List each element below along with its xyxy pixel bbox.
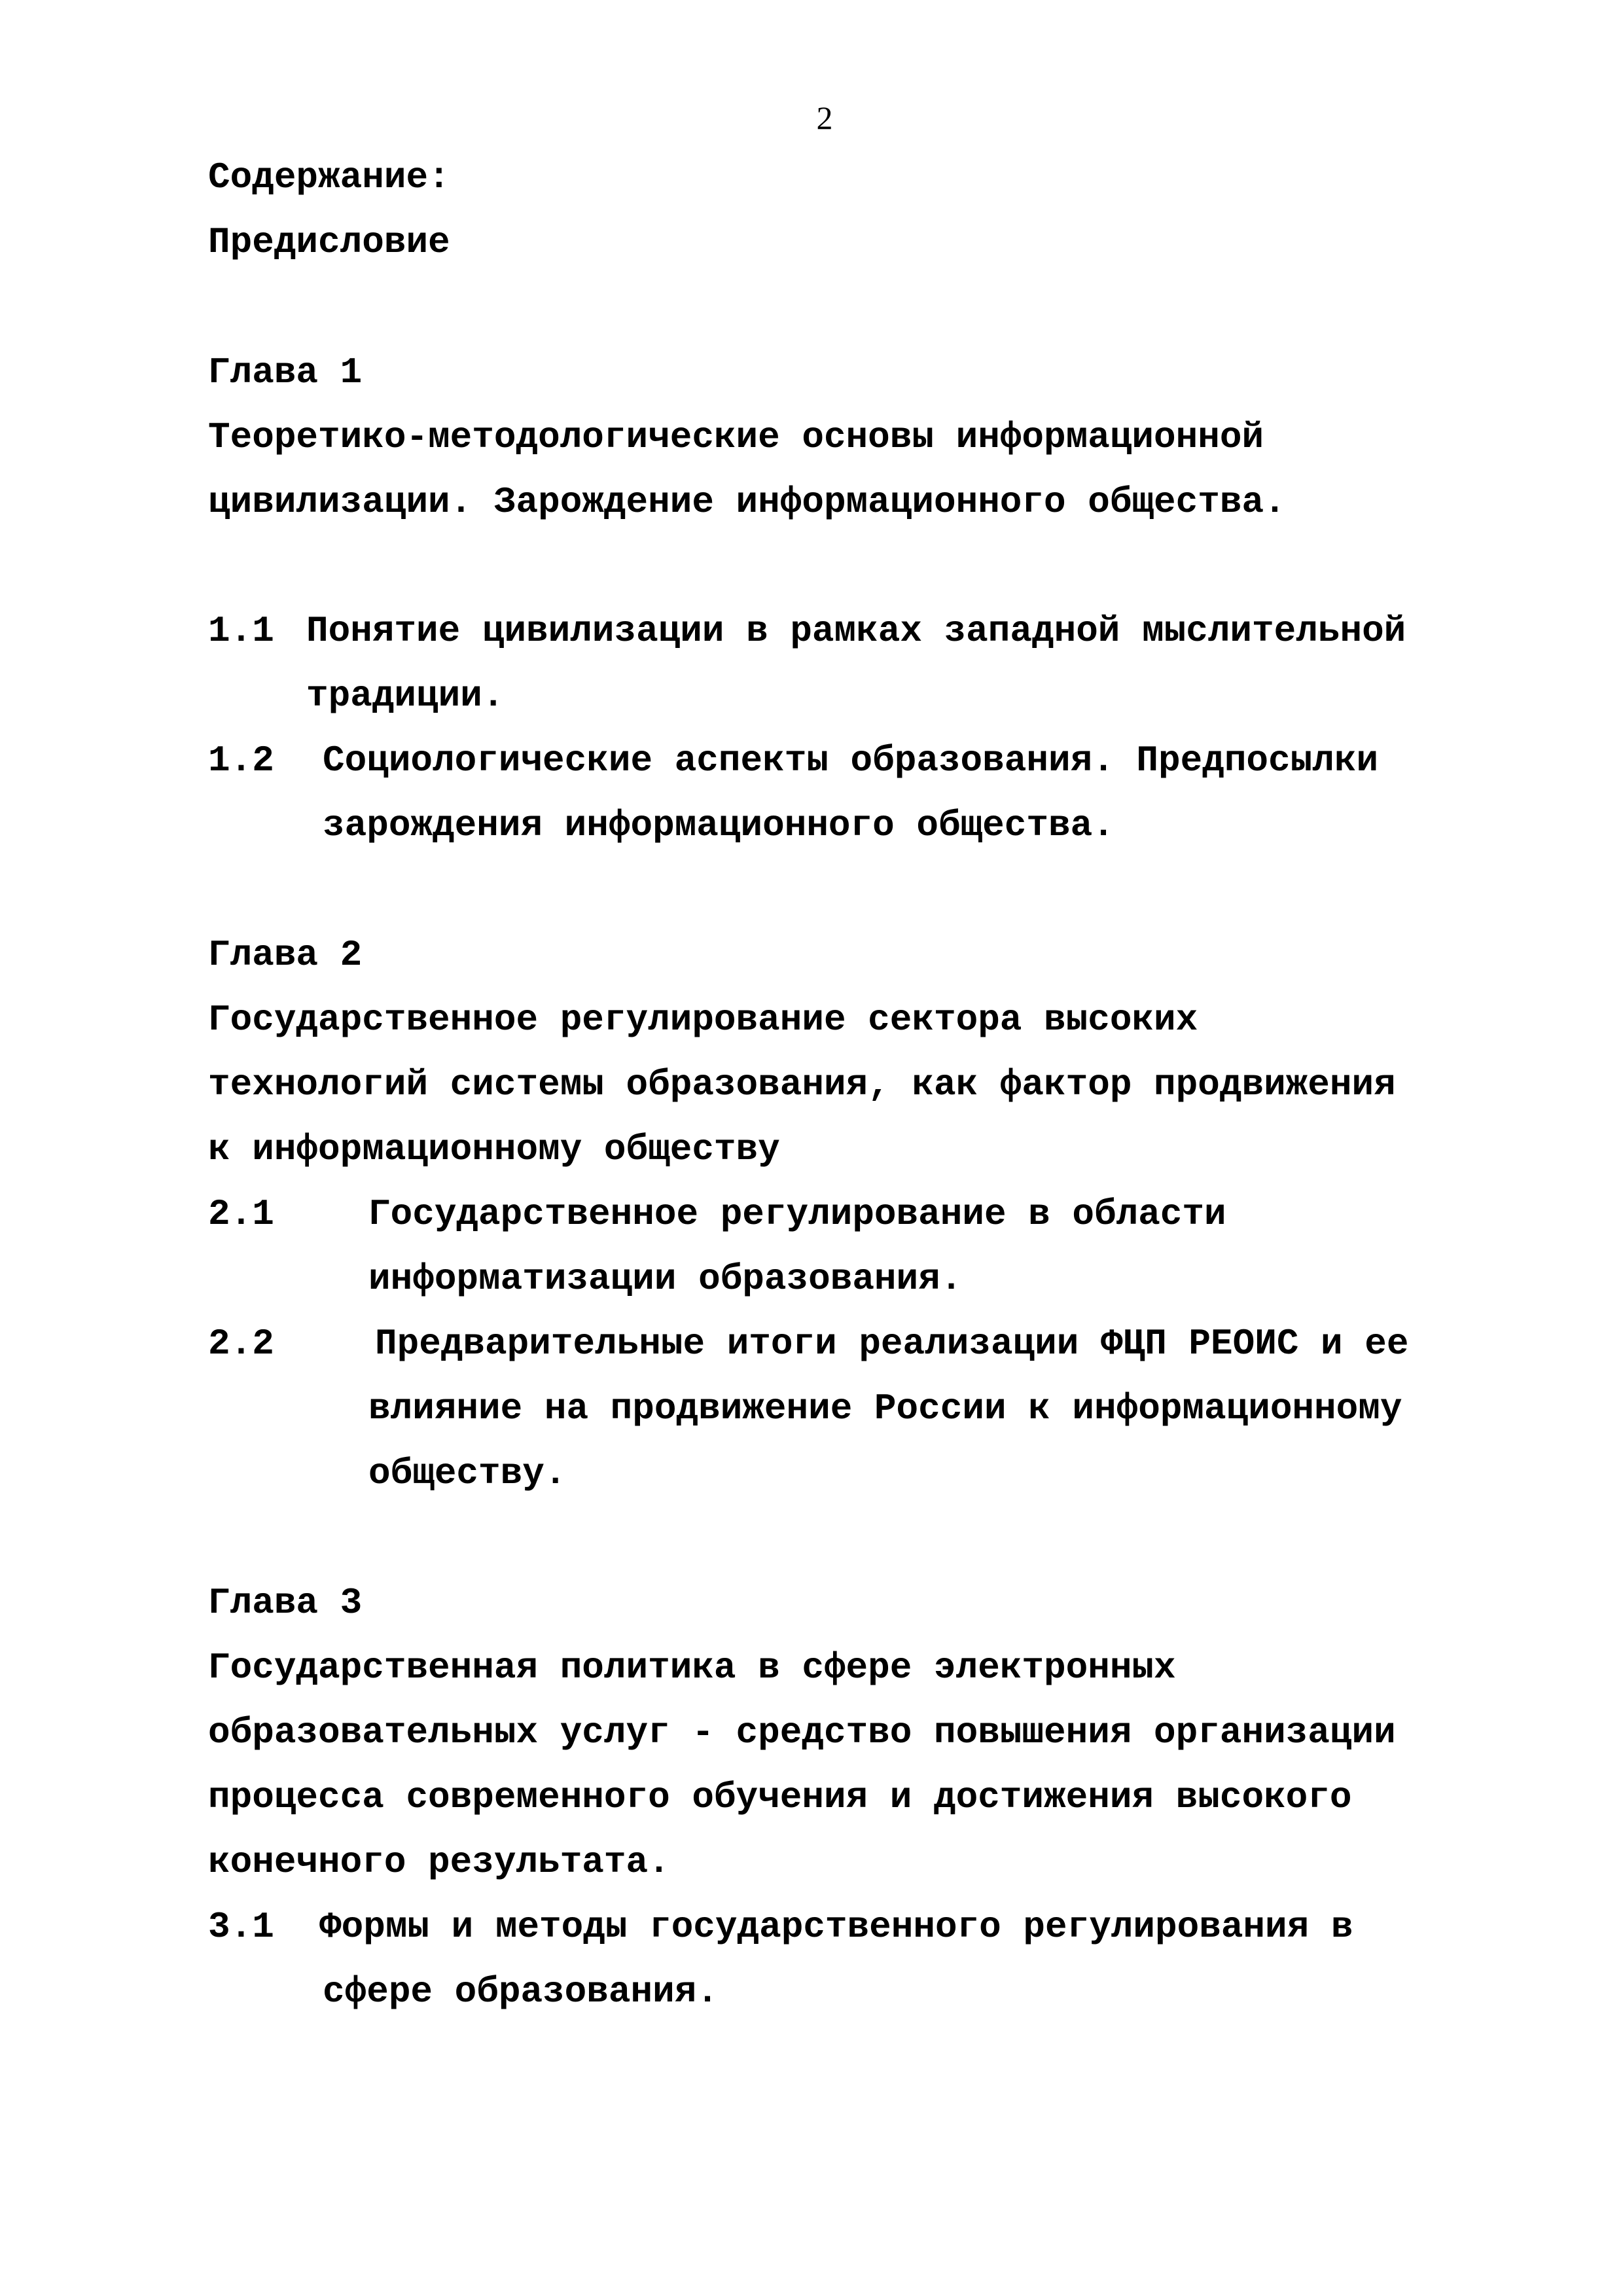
chapter-3-title-line-1: Государственная политика в сфере электронных bbox=[208, 1647, 1176, 1689]
section-2-1-line-1: Государственное регулирование в области bbox=[368, 1193, 1226, 1235]
section-1-1-line-1: Понятие цивилизации в рамках западной мыслительной bbox=[306, 610, 1406, 652]
section-1-2-line-1: Социологические аспекты образования. Предпосылки bbox=[323, 740, 1379, 781]
section-number: 1.1 bbox=[208, 610, 274, 652]
section-number: 3.1 bbox=[208, 1906, 274, 1948]
section-1-1-line-2: традиции. bbox=[306, 675, 505, 717]
section-2-2-line-1: Предварительные итоги реализации ФЦП РЕОИС и ее bbox=[375, 1323, 1409, 1365]
chapter-1-label: Глава 1 bbox=[208, 351, 363, 393]
chapter-1-title-line-2: цивилизации. Зарождение информационного общества. bbox=[208, 481, 1286, 523]
preface-entry: Предисловие bbox=[208, 221, 450, 263]
section-2-2-line-2: влияние на продвижение России к информационному bbox=[368, 1388, 1402, 1429]
section-1-2-line-2: зарождения информационного общества. bbox=[323, 804, 1115, 846]
page-number: 2 bbox=[816, 99, 833, 136]
section-number: 2.1 bbox=[208, 1193, 274, 1235]
chapter-3-label: Глава 3 bbox=[208, 1582, 363, 1624]
chapter-3-title-line-4: конечного результата. bbox=[208, 1841, 670, 1883]
section-3-1-line-2: сфере образования. bbox=[323, 1971, 719, 2013]
section-2-2-line-3: обществу. bbox=[368, 1452, 567, 1494]
section-number: 1.2 bbox=[208, 740, 274, 781]
chapter-2-title-line-1: Государственное регулирование сектора высоких bbox=[208, 999, 1198, 1041]
chapter-3-title-line-2: образовательных услуг - средство повышения организации bbox=[208, 1712, 1396, 1753]
chapter-2-label: Глава 2 bbox=[208, 934, 363, 976]
section-2-1-line-2: информатизации образования. bbox=[368, 1258, 963, 1300]
chapter-3-title-line-3: процесса современного обучения и достижения высокого bbox=[208, 1776, 1352, 1818]
section-3-1-line-1: Формы и методы государственного регулирования в bbox=[319, 1906, 1353, 1948]
toc-heading: Содержание: bbox=[208, 156, 450, 198]
section-number: 2.2 bbox=[208, 1323, 274, 1365]
chapter-1-title-line-1: Теоретико-методологические основы информационной bbox=[208, 416, 1264, 458]
chapter-2-title-line-3: к информационному обществу bbox=[208, 1128, 780, 1170]
chapter-2-title-line-2: технологий системы образования, как фактор продвижения bbox=[208, 1064, 1396, 1105]
